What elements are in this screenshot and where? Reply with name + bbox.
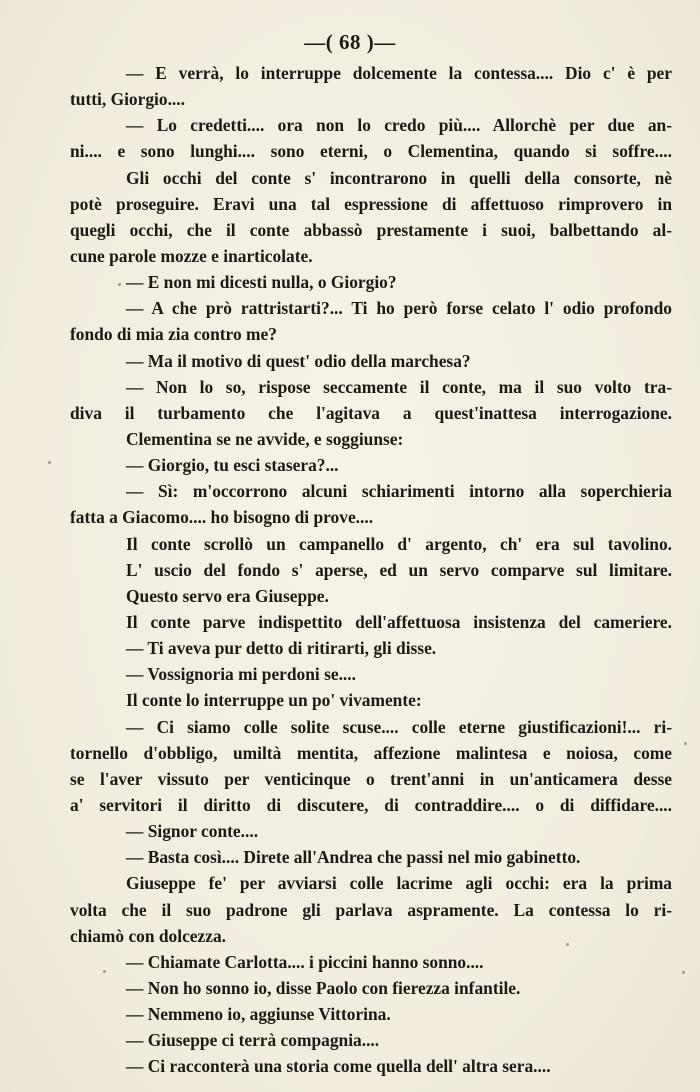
text-line: cune parole mozze e inarticolate. bbox=[70, 245, 313, 266]
text-line: Il conte parve indispettito dell'affettuosa insistenza del cameriere. bbox=[126, 611, 672, 632]
text-line: — Giorgio, tu esci stasera?... bbox=[126, 455, 339, 476]
text-line: tornello d'obbligo, umiltà mentita, affezione malintesa e noiosa, come bbox=[70, 742, 672, 763]
text-line: — Vossignoria mi perdoni se.... bbox=[126, 664, 356, 685]
paper-speck bbox=[103, 970, 106, 973]
text-line: — Non ho sonno io, disse Paolo con fierezza infantile. bbox=[126, 977, 521, 998]
text-line: se l'aver vissuto per venticinque o trent'anni in un'anticamera desse bbox=[70, 768, 672, 789]
text-line: — Ma il motivo di quest' odio della marchesa? bbox=[126, 350, 471, 371]
paper-speck bbox=[48, 461, 51, 464]
paper-speck bbox=[118, 283, 121, 286]
text-line: — Chiamate Carlotta.... i piccini hanno sonno.... bbox=[126, 951, 484, 972]
paper-speck bbox=[684, 742, 687, 745]
text-line: — E verrà, lo interruppe dolcemente la contessa.... Dio c' è per bbox=[126, 63, 672, 83]
text-line: — Basta così.... Direte all'Andrea che passi nel mio gabinetto. bbox=[126, 847, 581, 868]
body-text bbox=[70, 60, 672, 1079]
text-line: L' uscio del fondo s' aperse, ed un servo comparve sul limitare. bbox=[126, 559, 672, 580]
text-line: — Lo credetti.... ora non lo credo più.... Allorchè per due an- bbox=[126, 115, 672, 136]
text-line: — Giuseppe ci terrà compagnia.... bbox=[126, 1030, 380, 1051]
text-line: chiamò con dolcezza. bbox=[70, 925, 226, 946]
text-line: Il conte lo interruppe un po' vivamente: bbox=[126, 690, 422, 711]
text-line: tutti, Giorgio.... bbox=[70, 89, 185, 110]
text-line: — Sì: m'occorrono alcuni schiarimenti intorno alla soperchieria bbox=[126, 481, 672, 502]
text-line: fatta a Giacomo.... ho bisogno di prove.... bbox=[70, 507, 374, 528]
text-line: Il conte scrollò un campanello d' argento, ch' era sul tavolino. bbox=[126, 533, 672, 554]
text-line: a' servitori il diritto di discutere, di contraddire.... o di diffidare.... bbox=[70, 794, 672, 815]
text-line: Questo servo era Giuseppe. bbox=[126, 585, 329, 606]
text-line: — Signor conte.... bbox=[126, 821, 259, 842]
text-line: Giuseppe fe' per avviarsi colle lacrime agli occhi: era la prima bbox=[126, 873, 672, 894]
page-number: —( 68 )— bbox=[304, 30, 396, 54]
text-line: — A che prò rattristarti?... Ti ho però forse celato l' odio profondo bbox=[126, 298, 672, 319]
text-line: ni.... e sono lunghi.... sono eterni, o Clementina, quando si soffre.... bbox=[70, 141, 672, 162]
text-line: — Ti aveva pur detto di ritirarti, gli disse. bbox=[126, 638, 437, 659]
text-line: — E non mi dicesti nulla, o Giorgio? bbox=[126, 272, 397, 293]
paper-speck bbox=[566, 943, 569, 946]
text-line: Clementina se ne avvide, e soggiunse: bbox=[126, 428, 404, 449]
text-line: potè proseguire. Eravi una tal espressione di affettuoso rimprovero in bbox=[70, 193, 672, 214]
text-line: Gli occhi del conte s' incontrarono in quelli della consorte, nè bbox=[126, 167, 672, 188]
text-line: — Non lo so, rispose seccamente il conte, ma il suo volto tra- bbox=[126, 376, 672, 397]
text-line: — Ci racconterà una storia come quella dell' altra sera.... bbox=[126, 1056, 551, 1077]
text-line: volta che il suo padrone gli parlava aspramente. La contessa lo ri- bbox=[70, 899, 672, 920]
text-line: quegli occhi, che il conte abbassò prestamente i suoi, balbettando al- bbox=[70, 219, 672, 240]
text-line: fondo di mia zia contro me? bbox=[70, 324, 277, 345]
text-line: — Nemmeno io, aggiunse Vittorina. bbox=[126, 1004, 391, 1025]
text-line: diva il turbamento che l'agitava a quest'inattesa interrogazione. bbox=[70, 402, 672, 423]
text-line: — Ci siamo colle solite scuse.... colle eterne giustificazioni!... ri- bbox=[126, 716, 672, 737]
paper-speck bbox=[682, 971, 685, 974]
